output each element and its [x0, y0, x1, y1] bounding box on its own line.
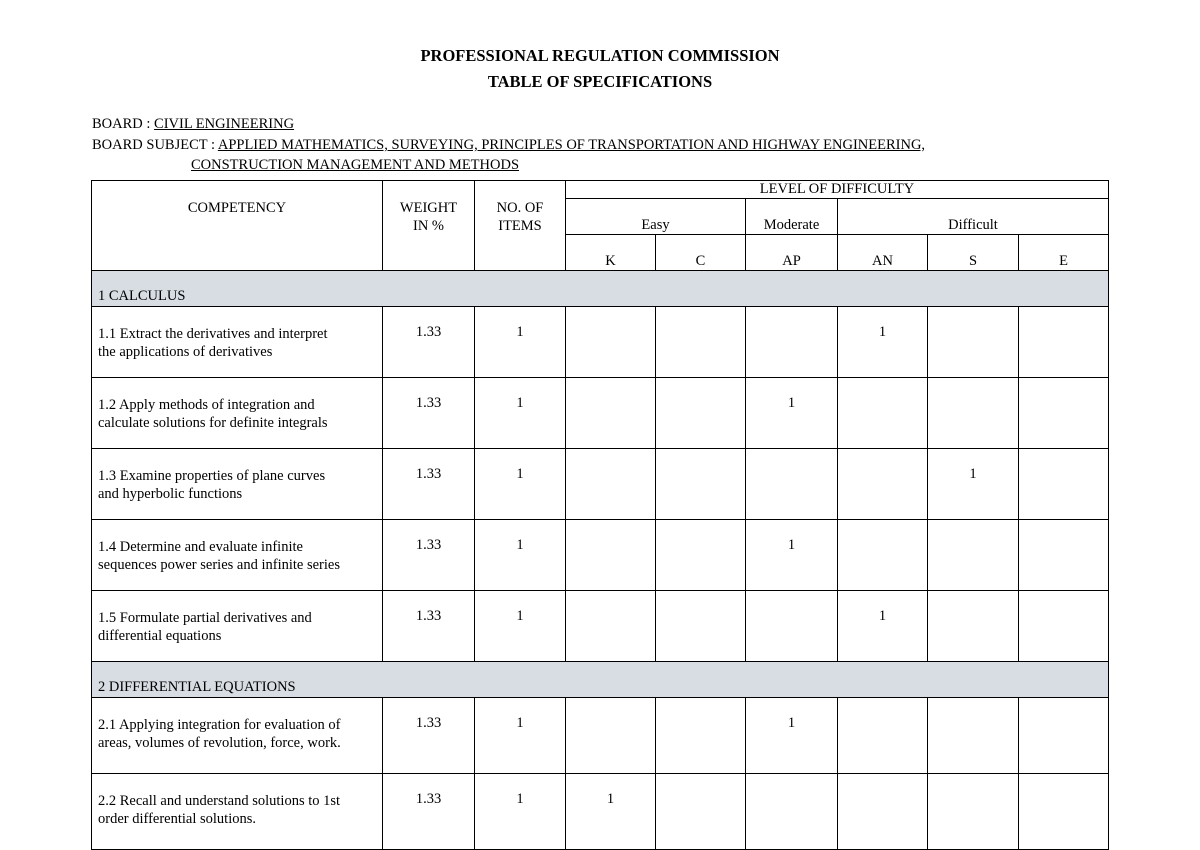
header-competency: COMPETENCY: [92, 181, 383, 271]
header-weight: [383, 181, 475, 271]
competency-text-line2: areas, volumes of revolution, force, work.: [98, 735, 341, 751]
items-cell: 1: [475, 591, 566, 662]
difficulty-cell-s: [928, 307, 1019, 378]
difficulty-cell-e: [1019, 520, 1109, 591]
section-title: 1 CALCULUS: [92, 271, 1109, 307]
competency-text-line1: 1.3 Examine properties of plane curves: [98, 468, 326, 484]
difficulty-cell-an: [838, 378, 928, 449]
difficulty-cell-an: [838, 520, 928, 591]
competency-text-line1: 1.4 Determine and evaluate infinite: [98, 539, 303, 555]
header-easy: Easy: [566, 199, 746, 235]
weight-cell: 1.33: [383, 378, 475, 449]
competency-text-line2: the applications of derivatives: [98, 344, 273, 360]
table-row: [92, 307, 1109, 378]
competency-cell: [92, 449, 383, 520]
difficulty-cell-e: [1019, 591, 1109, 662]
difficulty-cell-ap: [746, 449, 838, 520]
competency-text-line2: sequences power series and infinite series: [98, 557, 340, 573]
difficulty-cell-k: [566, 591, 656, 662]
header-weight-line1: WEIGHT: [399, 200, 458, 216]
difficulty-cell-k: [566, 378, 656, 449]
header-code-an: AN: [838, 235, 928, 271]
table-row: [92, 378, 1109, 449]
competency-text-line2: and hyperbolic functions: [98, 486, 243, 502]
weight-cell: 1.33: [383, 591, 475, 662]
table-row: [92, 520, 1109, 591]
difficulty-cell-s: [928, 520, 1019, 591]
difficulty-cell-k: [566, 698, 656, 774]
difficulty-cell-c: [656, 520, 746, 591]
difficulty-cell-ap: 1: [746, 520, 838, 591]
difficulty-cell-c: [656, 449, 746, 520]
specifications-table: [91, 180, 1109, 850]
header-code-ap: AP: [746, 235, 838, 271]
header-items: [475, 181, 566, 271]
items-cell: 1: [475, 698, 566, 774]
items-cell: 1: [475, 378, 566, 449]
board-subject-line: [92, 137, 925, 154]
board-subject-value: APPLIED MATHEMATICS, SURVEYING, PRINCIPLES OF TRANSPORTATION AND HIGHWAY ENGINEERING,: [217, 137, 926, 153]
difficulty-cell-s: 1: [928, 449, 1019, 520]
difficulty-cell-k: [566, 520, 656, 591]
header-difficult: Difficult: [838, 199, 1109, 235]
table-row: [92, 449, 1109, 520]
header-moderate: Moderate: [746, 199, 838, 235]
items-cell: 1: [475, 449, 566, 520]
header-items-line2: ITEMS: [498, 218, 542, 234]
competency-cell: [92, 698, 383, 774]
difficulty-cell-e: [1019, 378, 1109, 449]
difficulty-cell-an: [838, 449, 928, 520]
difficulty-cell-e: [1019, 449, 1109, 520]
board-subject-label: BOARD SUBJECT :: [92, 137, 216, 153]
header-weight-line2: IN %: [412, 218, 444, 234]
items-cell: 1: [475, 307, 566, 378]
competency-cell: [92, 520, 383, 591]
difficulty-cell-s: [928, 698, 1019, 774]
items-cell: 1: [475, 774, 566, 850]
board-line: [92, 116, 294, 133]
weight-cell: 1.33: [383, 307, 475, 378]
difficulty-cell-ap: [746, 591, 838, 662]
difficulty-cell-ap: 1: [746, 378, 838, 449]
difficulty-cell-an: 1: [838, 591, 928, 662]
competency-text-line1: 1.5 Formulate partial derivatives and: [98, 610, 312, 626]
weight-cell: 1.33: [383, 449, 475, 520]
difficulty-cell-k: [566, 449, 656, 520]
competency-text-line1: 2.2 Recall and understand solutions to 1st: [98, 793, 341, 809]
section-title: 2 DIFFERENTIAL EQUATIONS: [92, 662, 1109, 698]
difficulty-cell-k: 1: [566, 774, 656, 850]
difficulty-cell-an: [838, 698, 928, 774]
weight-cell: 1.33: [383, 774, 475, 850]
difficulty-cell-c: [656, 698, 746, 774]
section-row: [92, 662, 1109, 698]
section-row: [92, 271, 1109, 307]
difficulty-cell-e: [1019, 698, 1109, 774]
competency-text-line2: order differential solutions.: [98, 811, 256, 827]
competency-text-line1: 1.2 Apply methods of integration and: [98, 397, 315, 413]
difficulty-cell-ap: 1: [746, 698, 838, 774]
competency-text-line2: calculate solutions for definite integrals: [98, 415, 328, 431]
document-subtitle: TABLE OF SPECIFICATIONS: [487, 72, 713, 91]
difficulty-cell-an: 1: [838, 307, 928, 378]
competency-text-line1: 2.1 Applying integration for evaluation of: [98, 717, 341, 733]
competency-text-line2: differential equations: [98, 628, 222, 644]
difficulty-cell-e: [1019, 307, 1109, 378]
difficulty-cell-c: [656, 307, 746, 378]
competency-text-line1: 1.1 Extract the derivatives and interpret: [98, 326, 328, 342]
board-subject-value-cont: CONSTRUCTION MANAGEMENT AND METHODS: [191, 157, 520, 173]
header-code-k: K: [566, 235, 656, 271]
header-code-e: E: [1019, 235, 1109, 271]
weight-cell: 1.33: [383, 520, 475, 591]
difficulty-cell-s: [928, 591, 1019, 662]
header-level-of-difficulty: LEVEL OF DIFFICULTY: [566, 181, 1109, 199]
board-value: CIVIL ENGINEERING: [154, 116, 295, 132]
header-code-c: C: [656, 235, 746, 271]
competency-cell: [92, 307, 383, 378]
difficulty-cell-s: [928, 378, 1019, 449]
weight-cell: 1.33: [383, 698, 475, 774]
competency-cell: [92, 378, 383, 449]
competency-cell: [92, 591, 383, 662]
header-code-s: S: [928, 235, 1019, 271]
difficulty-cell-k: [566, 307, 656, 378]
document-title: PROFESSIONAL REGULATION COMMISSION: [420, 46, 780, 65]
header-items-line1: NO. OF: [496, 200, 544, 216]
table-row: [92, 591, 1109, 662]
difficulty-cell-ap: [746, 307, 838, 378]
difficulty-cell-c: [656, 591, 746, 662]
table-row: [92, 698, 1109, 774]
items-cell: 1: [475, 520, 566, 591]
difficulty-cell-c: [656, 378, 746, 449]
board-label: BOARD :: [92, 116, 151, 132]
